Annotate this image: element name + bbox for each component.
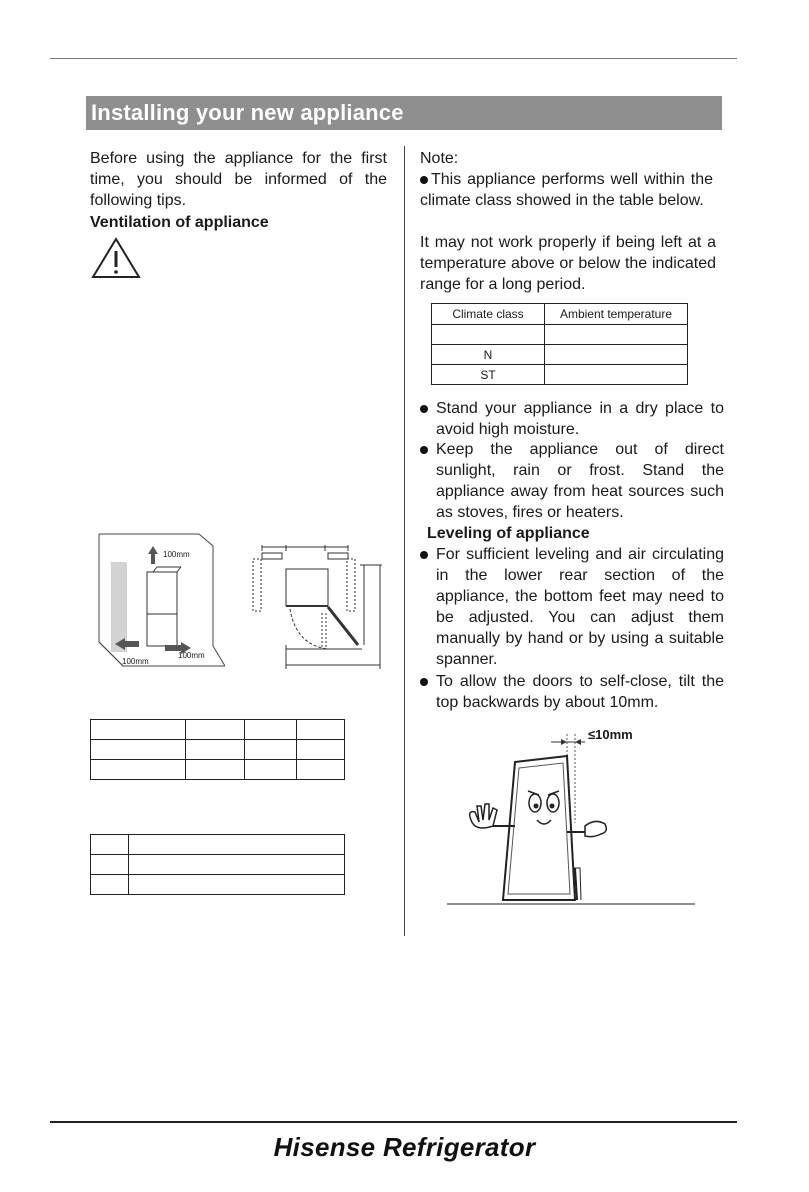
dimension-table	[90, 719, 345, 780]
bullet-icon	[420, 678, 428, 686]
climate-header-temp: Ambient temperature	[545, 304, 688, 325]
brand-footer: Hisense Refrigerator	[273, 1132, 536, 1162]
bullet-icon	[420, 551, 428, 559]
column-divider	[404, 146, 405, 936]
bullet-icon	[420, 176, 428, 184]
top-clearance-label: 100mm	[163, 550, 190, 559]
tip-sunlight: Keep the appliance out of direct sunlight, rain or frost. Stand the appliance away from heat sources such as stoves, fires or heaters.	[420, 439, 724, 523]
plan-view-figure	[250, 545, 385, 673]
tilt-label: ≤10mm	[588, 727, 633, 742]
right-clearance-label: 100mm	[178, 651, 205, 660]
bottom-rule	[50, 1121, 737, 1123]
climate-header-class: Climate class	[432, 304, 545, 325]
tip-door-tilt: To allow the doors to self-close, tilt the top backwards by about 10mm.	[420, 671, 724, 713]
left-clearance-label: 100mm	[122, 657, 149, 666]
bullet-icon	[420, 405, 428, 413]
section-title: Installing your new appliance	[86, 96, 722, 130]
top-rule	[50, 58, 737, 59]
unit-table	[90, 834, 345, 895]
tip-dry-place: Stand your appliance in a dry place to avoid high moisture.	[420, 398, 724, 440]
note-bullet-text: This appliance performs well within the climate class showed in the table below.	[420, 171, 713, 209]
clearance-room-figure	[95, 532, 225, 680]
ventilation-heading: Ventilation of appliance	[90, 214, 269, 231]
leveling-heading: Leveling of appliance	[427, 525, 590, 542]
warning-icon	[90, 236, 142, 280]
tip-leveling-feet: For sufficient leveling and air circulating in the lower rear section of the appliance, the bottom feet may need to be adjusted. You can adjust them manually by hand or by using a suitable spanner.	[420, 544, 724, 670]
bullet-icon	[420, 446, 428, 454]
intro-paragraph: Before using the appliance for the first time, you should be informed of the following tips.	[90, 150, 387, 209]
tilt-fridge-figure	[445, 728, 700, 908]
note-followup: It may not work properly if being left at a temperature above or below the indicated range for a long period.	[420, 234, 716, 293]
note-bullet	[420, 169, 713, 211]
note-label: Note:	[420, 150, 459, 167]
climate-table: Climate class Ambient temperature N ST	[431, 303, 688, 385]
